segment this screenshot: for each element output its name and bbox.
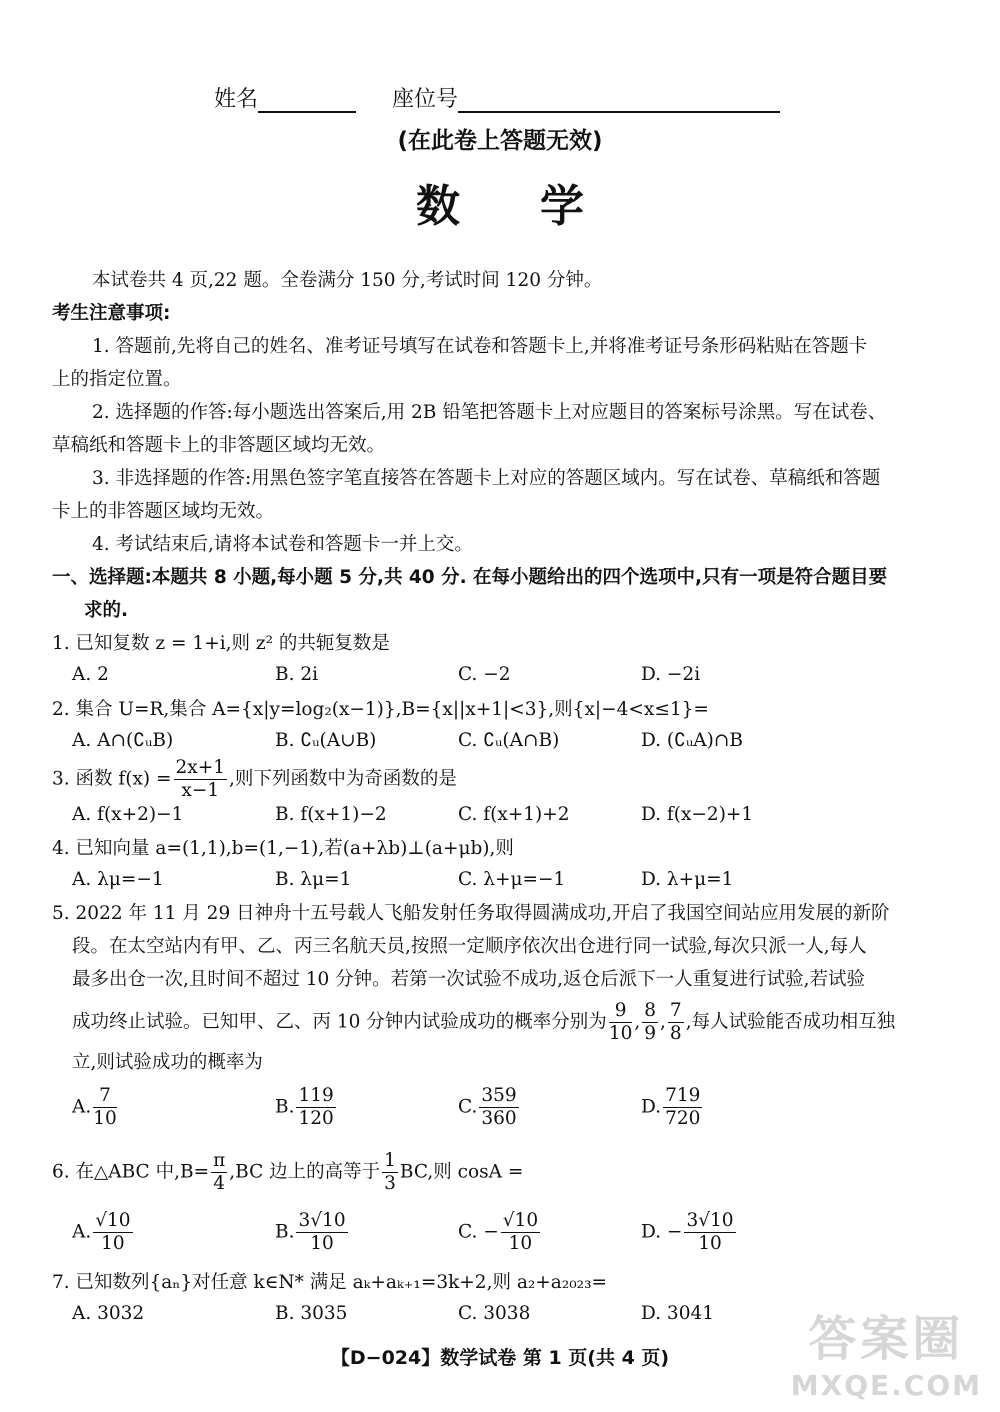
q1-option-d: D. −2i (641, 664, 701, 685)
name-blank (258, 89, 356, 113)
q1-option-c: C. −2 (458, 664, 511, 685)
q1-stem: 1. 已知复数 z = 1+i,则 z² 的共轭复数是 (52, 633, 390, 654)
q7-option-d: D. 3041 (641, 1303, 715, 1324)
q2-stem: 2. 集合 U=R,集合 A={x|y=log₂(x−1)},B={x||x+1|<3},则{x|−4<x≤1}= (52, 699, 709, 720)
q3-option-d: D. f(x−2)+1 (641, 804, 754, 825)
q5-fraction-2-den: 9 (644, 1023, 657, 1044)
q5-fraction-3-den: 8 (669, 1023, 682, 1044)
q3-option-a: A. f(x+2)−1 (72, 804, 184, 825)
q4-stem: 4. 已知向量 a=(1,1),b=(1,−1),若(a+λb)⊥(a+μb),则 (52, 838, 514, 859)
q5-option-b-den: 120 (298, 1108, 334, 1129)
q6-option-a-num: √10 (95, 1210, 131, 1231)
q5-line-4-pre: 成功终止试验。已知甲、乙、丙 10 分钟内试验成功的概率分别为 (72, 1011, 607, 1033)
q6-option-c-label: C. − (458, 1221, 499, 1243)
q5-option-a-den: 10 (93, 1108, 117, 1129)
q3-fraction-num: 2x+1 (175, 757, 225, 778)
seat-label: 座位号 (392, 87, 459, 112)
q5-fraction-3-num: 7 (669, 1000, 682, 1021)
name-label: 姓名 (214, 87, 259, 112)
page-footer: 【D−024】数学试卷 第 1 页(共 4 页) (330, 1347, 670, 1369)
q6-fraction-2-num: 1 (384, 1150, 396, 1171)
q5-option-a-label: A. (72, 1096, 92, 1118)
watermark-line-2: MXQE.COM (790, 1369, 982, 1402)
q6-fraction-1-num: π (213, 1150, 226, 1171)
q6-fraction-1-den: 4 (213, 1173, 226, 1194)
q5-option-b-label: B. (275, 1096, 295, 1118)
q1-option-b: B. 2i (275, 664, 319, 685)
note-1-line-1: 1. 答题前,先将自己的姓名、准考证号填写在试卷和答题卡上,并将准考证号条形码粘贴在答题卡 (92, 336, 868, 357)
note-4: 4. 考试结束后,请将本试卷和答题卡一并上交。 (92, 534, 473, 555)
q5-fraction-1 (609, 1000, 633, 1045)
notes-heading: 考生注意事项: (52, 303, 171, 324)
q6-stem-post: BC,则 cosA = (399, 1161, 524, 1183)
q7-option-a: A. 3032 (72, 1303, 145, 1324)
q5-line-5: 立,则试验成功的概率为 (72, 1052, 263, 1073)
q5-option-b (275, 1085, 338, 1130)
q1-option-a: A. 2 (72, 664, 109, 685)
q6-option-c-den: 10 (508, 1233, 533, 1254)
note-2-line-2: 草稿纸和答题卡上的非答题区域均无效。 (52, 435, 386, 456)
q4-option-d: D. λ+μ=1 (641, 869, 734, 890)
q2-option-a: A. A∩(∁ᵤB) (72, 730, 174, 751)
q5-option-c-num: 359 (481, 1085, 517, 1106)
q5-line-3: 最多出仓一次,且时间不超过 10 分钟。若第一次试验不成功,返仓后派下一人重复进行试验,若试验 (72, 969, 865, 990)
q6-option-d-label: D. − (641, 1221, 683, 1243)
seat-blank (458, 89, 780, 113)
q5-option-a (72, 1085, 119, 1130)
q3-stem (52, 757, 457, 802)
q5-line-4-post: ,每人试验能否成功相互独 (685, 1011, 896, 1033)
q6-stem-mid: ,BC 边上的高等于 (229, 1161, 381, 1183)
q6-stem (52, 1150, 523, 1195)
invalid-notice: (在此卷上答题无效) (397, 128, 603, 154)
q3-stem-pre: 3. 函数 f(x) = (52, 768, 172, 790)
q5-line-1: 5. 2022 年 11 月 29 日神舟十五号载人飞船发射任务取得圆满成功,开启了我国空间站应用发展的新阶 (52, 903, 890, 924)
q5-fraction-2 (642, 1000, 658, 1045)
watermark-line-1: 答案圈 (808, 1311, 965, 1367)
q5-option-b-num: 119 (298, 1085, 334, 1106)
q6-option-a-label: A. (72, 1221, 92, 1243)
q5-option-d-label: D. (641, 1096, 662, 1118)
intro-text: 本试卷共 4 页,22 题。全卷满分 150 分,考试时间 120 分钟。 (92, 270, 603, 291)
q5-option-d-den: 720 (665, 1108, 701, 1129)
q6-option-d-den: 10 (698, 1233, 722, 1254)
q3-stem-post: ,则下列函数中为奇函数的是 (229, 768, 457, 790)
q6-option-c (458, 1210, 542, 1255)
q5-line-2: 段。在太空站内有甲、乙、丙三名航天员,按照一定顺序依次出仓进行同一试验,每次只派一人,每人 (72, 936, 867, 957)
q7-option-b: B. 3035 (275, 1303, 348, 1324)
q5-option-c (458, 1085, 521, 1130)
q5-fraction-1-den: 10 (608, 1023, 633, 1044)
q2-option-c: C. ∁ᵤ(A∩B) (458, 730, 560, 751)
page-title: 数学 (416, 181, 664, 232)
q5-option-c-den: 360 (481, 1108, 517, 1129)
q5-option-c-label: C. (458, 1096, 478, 1118)
q4-option-c: C. λ+μ=−1 (458, 869, 566, 890)
note-2-line-1: 2. 选择题的作答:每小题选出答案后,用 2B 铅笔把答题卡上对应题目的答案标号涂黑。写在试卷、 (92, 402, 887, 423)
q3-fraction (174, 757, 227, 802)
q3-option-c: C. f(x+1)+2 (458, 804, 570, 825)
note-3-line-1: 3. 非选择题的作答:用黑色签字笔直接答在答题卡上对应的答题区域内。写在试卷、草稿纸和答题 (92, 468, 881, 489)
q4-option-a: A. λμ=−1 (72, 869, 164, 890)
q6-option-b (275, 1210, 350, 1255)
q6-fraction-2-den: 3 (384, 1173, 396, 1194)
note-1-line-2: 上的指定位置。 (52, 369, 182, 390)
q3-fraction-den: x−1 (181, 780, 220, 801)
q5-option-d-num: 719 (665, 1085, 701, 1106)
q6-option-a-den: 10 (101, 1233, 125, 1254)
q6-option-c-num: √10 (502, 1210, 539, 1231)
q5-fraction-3 (668, 1000, 684, 1045)
q5-line-4: 成功终止试验。已知甲、乙、丙 10 分钟内试验成功的概率分别为 $\frac{9}{10}$ , $\frac{8}{9}$ , $\frac{7}{8}$ ,每人试验能否成功相互独 (72, 1000, 896, 1044)
q3-option-b: B. f(x+1)−2 (275, 804, 387, 825)
q7-option-c: C. 3038 (458, 1303, 531, 1324)
q6-fraction-1 (211, 1150, 227, 1195)
q4-option-b: B. λμ=1 (275, 869, 352, 890)
q6-fraction-2 (382, 1150, 398, 1195)
note-3-line-2: 卡上的非答题区域均无效。 (52, 501, 275, 522)
q5-option-d (641, 1085, 704, 1130)
q6-stem-pre: 6. 在△ABC 中,B= (52, 1161, 210, 1183)
q5-option-a-num: 7 (93, 1085, 117, 1108)
q6-option-a (72, 1210, 135, 1255)
q6-option-b-den: 10 (310, 1233, 334, 1254)
section-1-heading-cont: 求的. (84, 600, 129, 621)
q6-option-d (641, 1210, 738, 1255)
q5-fraction-2-num: 8 (644, 1000, 657, 1021)
q6-option-d-num: 3√10 (686, 1210, 734, 1231)
q2-option-d: D. (∁ᵤA)∩B (641, 730, 743, 751)
q6-option-b-label: B. (275, 1221, 295, 1243)
q6-option-b-num: 3√10 (298, 1210, 346, 1231)
candidate-info-line (214, 82, 780, 113)
section-1-heading: 一、选择题:本题共 8 小题,每小题 5 分,共 40 分. 在每小题给出的四个选项中,只有一项是符合题目要 (52, 567, 888, 588)
watermark-logo (791, 1300, 982, 1402)
q7-stem: 7. 已知数列{aₙ}对任意 k∈N* 满足 aₖ+aₖ₊₁=3k+2,则 a₂+a₂₀₂₃= (52, 1272, 607, 1293)
q2-option-b: B. ∁ᵤ(A∪B) (275, 730, 377, 751)
q5-fraction-1-num: 9 (609, 1000, 633, 1023)
